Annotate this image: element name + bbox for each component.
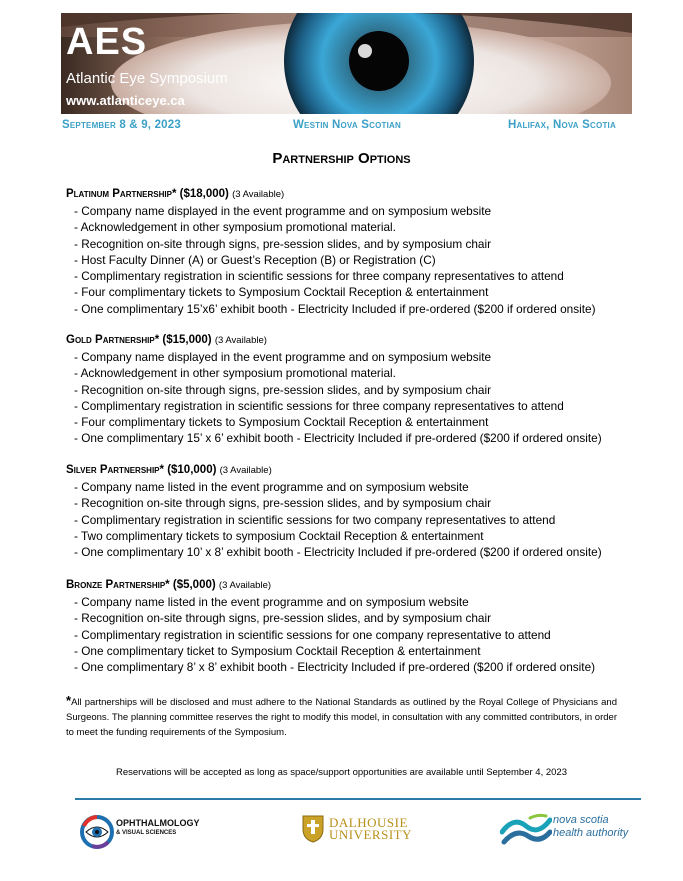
section-name: Silver Partnership* — [66, 464, 164, 476]
ovs-line2: & VISUAL SCIENCES — [116, 830, 177, 836]
list-item: - Company name displayed in the event programme and on symposium website — [66, 349, 666, 365]
section-availability: (3 Available) — [214, 335, 267, 346]
list-item: - Complimentary registration in scientific sessions for three company representatives to attend — [66, 398, 666, 414]
dalhousie-logo-text — [329, 817, 412, 841]
list-item: - Two complimentary tickets to symposium Cocktail Reception & entertainment — [66, 528, 666, 544]
section-availability: (3 Available) — [218, 580, 272, 591]
nsha-logo-text — [553, 814, 628, 840]
banner-url[interactable]: www.atlanticeye.ca — [66, 93, 185, 108]
section-heading — [66, 577, 666, 594]
section-platinum — [66, 186, 666, 317]
ovs-logo-text — [116, 818, 200, 838]
list-item: - Company name listed in the event programme and on symposium website — [66, 594, 666, 610]
section-name: Gold Partnership* — [66, 334, 160, 346]
section-silver — [66, 462, 666, 560]
section-bronze — [66, 577, 666, 675]
header-banner — [61, 13, 632, 114]
section-availability: (3 Available) — [219, 465, 272, 476]
section-price: ($18,000) — [179, 188, 229, 200]
list-item: - One complimentary 8’ x 8’ exhibit booth - Electricity Included if pre-ordered ($200 if ordered onsite) — [66, 659, 666, 675]
banner-name: Atlantic Eye Symposium — [66, 70, 228, 87]
section-gold — [66, 332, 666, 447]
footnote-text: All partnerships will be disclosed and must adhere to the National Standards as outlined by the Royal College of Physicians and Surgeons. The planning committee reserves the right to modify this model, in consultation with any committed contributors, in order to meet the funding requirements of the Symposium. — [66, 697, 617, 738]
ovs-line1: OPHTHALMOLOGY — [116, 818, 200, 828]
nsha-wave-icon — [500, 812, 552, 848]
section-price: ($10,000) — [167, 464, 217, 476]
list-item: - Recognition on-site through signs, pre-session slides, and by symposium chair — [66, 610, 666, 626]
section-heading — [66, 186, 666, 203]
event-dates: September 8 & 9, 2023 — [62, 119, 181, 131]
list-item: - One complimentary 15’x6’ exhibit booth - Electricity Included if pre-ordered ($200 if ordered onsite) — [66, 301, 666, 317]
dal-line2: UNIVERSITY — [329, 827, 412, 842]
reservation-note: Reservations will be accepted as long as space/support opportunities are available until September 4, 2023 — [116, 767, 567, 778]
list-item: - Acknowledgement in other symposium promotional material. — [66, 365, 666, 381]
section-price: ($5,000) — [172, 579, 216, 591]
list-item: - Four complimentary tickets to Symposium Cocktail Reception & entertainment — [66, 284, 666, 300]
list-item: - Recognition on-site through signs, pre-session slides, and by symposium chair — [66, 382, 666, 398]
event-venue: Westin Nova Scotian — [293, 119, 401, 131]
banner-acronym: AES — [66, 21, 148, 63]
list-item: - Company name displayed in the event programme and on symposium website — [66, 203, 666, 219]
list-item: - Four complimentary tickets to Symposium Cocktail Reception & entertainment — [66, 414, 666, 430]
ovs-logo-icon — [80, 812, 114, 852]
list-item: - Company name listed in the event programme and on symposium website — [66, 479, 666, 495]
divider — [75, 798, 641, 800]
section-heading — [66, 332, 666, 349]
nsha-line2: health authority — [553, 827, 629, 839]
list-item: - One complimentary 15’ x 6’ exhibit booth - Electricity Included if pre-ordered ($200 if ordered onsite) — [66, 430, 666, 446]
dal-line1: DALHOUSIE — [329, 815, 408, 830]
list-item: - Recognition on-site through signs, pre-session slides, and by symposium chair — [66, 236, 666, 252]
section-heading — [66, 462, 666, 479]
nsha-line1: nova scotia — [553, 814, 609, 826]
section-availability: (3 Available) — [232, 189, 285, 200]
list-item: - Acknowledgement in other symposium promotional material. — [66, 219, 666, 235]
list-item: - Complimentary registration in scientific sessions for two company representatives to attend — [66, 512, 666, 528]
page-title: Partnership Options — [272, 150, 411, 167]
list-item: - One complimentary 10’ x 8’ exhibit booth - Electricity Included if pre-ordered ($200 if ordered onsite) — [66, 544, 666, 560]
section-price: ($15,000) — [162, 334, 212, 346]
section-name: Bronze Partnership* — [66, 579, 170, 591]
list-item: - Host Faculty Dinner (A) or Guest’s Reception (B) or Registration (C) — [66, 252, 666, 268]
footnote — [66, 693, 617, 740]
dalhousie-crest-icon — [302, 815, 324, 843]
list-item: - One complimentary ticket to Symposium Cocktail Reception & entertainment — [66, 643, 666, 659]
list-item: - Complimentary registration in scientific sessions for three company representatives to attend — [66, 268, 666, 284]
list-item: - Complimentary registration in scientific sessions for one company representative to attend — [66, 627, 666, 643]
list-item: - Recognition on-site through signs, pre-session slides, and by symposium chair — [66, 495, 666, 511]
section-name: Platinum Partnership* — [66, 188, 177, 200]
event-city: Halifax, Nova Scotia — [508, 119, 616, 131]
footnote-marker: * — [66, 693, 72, 708]
